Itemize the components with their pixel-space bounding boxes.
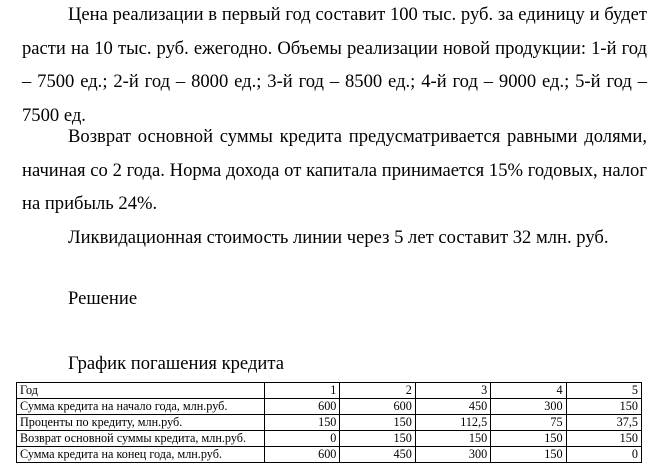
table-row	[17, 431, 642, 447]
table-row	[17, 447, 642, 463]
table-cell: 112,5	[415, 415, 490, 431]
loan-schedule-table	[16, 382, 642, 463]
table-header-cell: 2	[340, 383, 415, 399]
table-header-cell: 4	[491, 383, 566, 399]
table-cell: 150	[491, 431, 566, 447]
table-cell: 300	[415, 447, 490, 463]
table-cell: 150	[415, 431, 490, 447]
table-cell: 600	[265, 399, 340, 415]
table-header-row	[17, 383, 642, 399]
table-cell: 600	[340, 399, 415, 415]
paragraph-text: Ликвидационная стоимость линии через 5 лет составит 32 млн. руб.	[68, 227, 609, 248]
table-header-cell: 1	[265, 383, 340, 399]
table-row-label: Возврат основной суммы кредита, млн.руб.	[17, 431, 265, 447]
table-row-label: Сумма кредита на конец года, млн.руб.	[17, 447, 265, 463]
table-header-cell: 5	[566, 383, 641, 399]
table-cell: 0	[566, 447, 641, 463]
paragraph-text: Возврат основной суммы кредита предусматривается равными долями, начиная со 2 года. Норма дохода от капитала принимается 15% годовых, налог на прибыль 24%.	[22, 126, 647, 214]
solution-heading: Решение	[68, 288, 138, 309]
table-cell: 150	[340, 431, 415, 447]
table-cell: 300	[491, 399, 566, 415]
table-row	[17, 415, 642, 431]
table-cell: 37,5	[566, 415, 641, 431]
table-cell: 150	[265, 415, 340, 431]
table-cell: 150	[340, 415, 415, 431]
table-cell: 150	[566, 399, 641, 415]
table-cell: 150	[491, 447, 566, 463]
table-cell: 450	[340, 447, 415, 463]
paragraph-text: Цена реализации в первый год составит 100 тыс. руб. за единицу и будет расти на 10 тыс. руб. ежегодно. Объемы реализации новой продукции: 1-й год – 7500 ед.; 2-й год – 8000 ед.; 3-й год – 8500 ед.; 4-й год – 9000 ед.; 5-й год – 7500 ед.	[22, 4, 647, 126]
table-cell: 150	[566, 431, 641, 447]
table-header-cell: 3	[415, 383, 490, 399]
table-cell: 75	[491, 415, 566, 431]
table-header-cell: Год	[17, 383, 265, 399]
paragraph-loan-repayment	[22, 120, 647, 221]
table-cell: 0	[265, 431, 340, 447]
paragraph-salvage-value	[22, 221, 647, 255]
table-cell: 600	[265, 447, 340, 463]
table-row-label: Сумма кредита на начало года, млн.руб.	[17, 399, 265, 415]
table-row-label: Проценты по кредиту, млн.руб.	[17, 415, 265, 431]
paragraph-sales-price	[22, 0, 647, 132]
table-cell: 450	[415, 399, 490, 415]
table-row	[17, 399, 642, 415]
table-title: График погашения кредита	[68, 353, 284, 374]
